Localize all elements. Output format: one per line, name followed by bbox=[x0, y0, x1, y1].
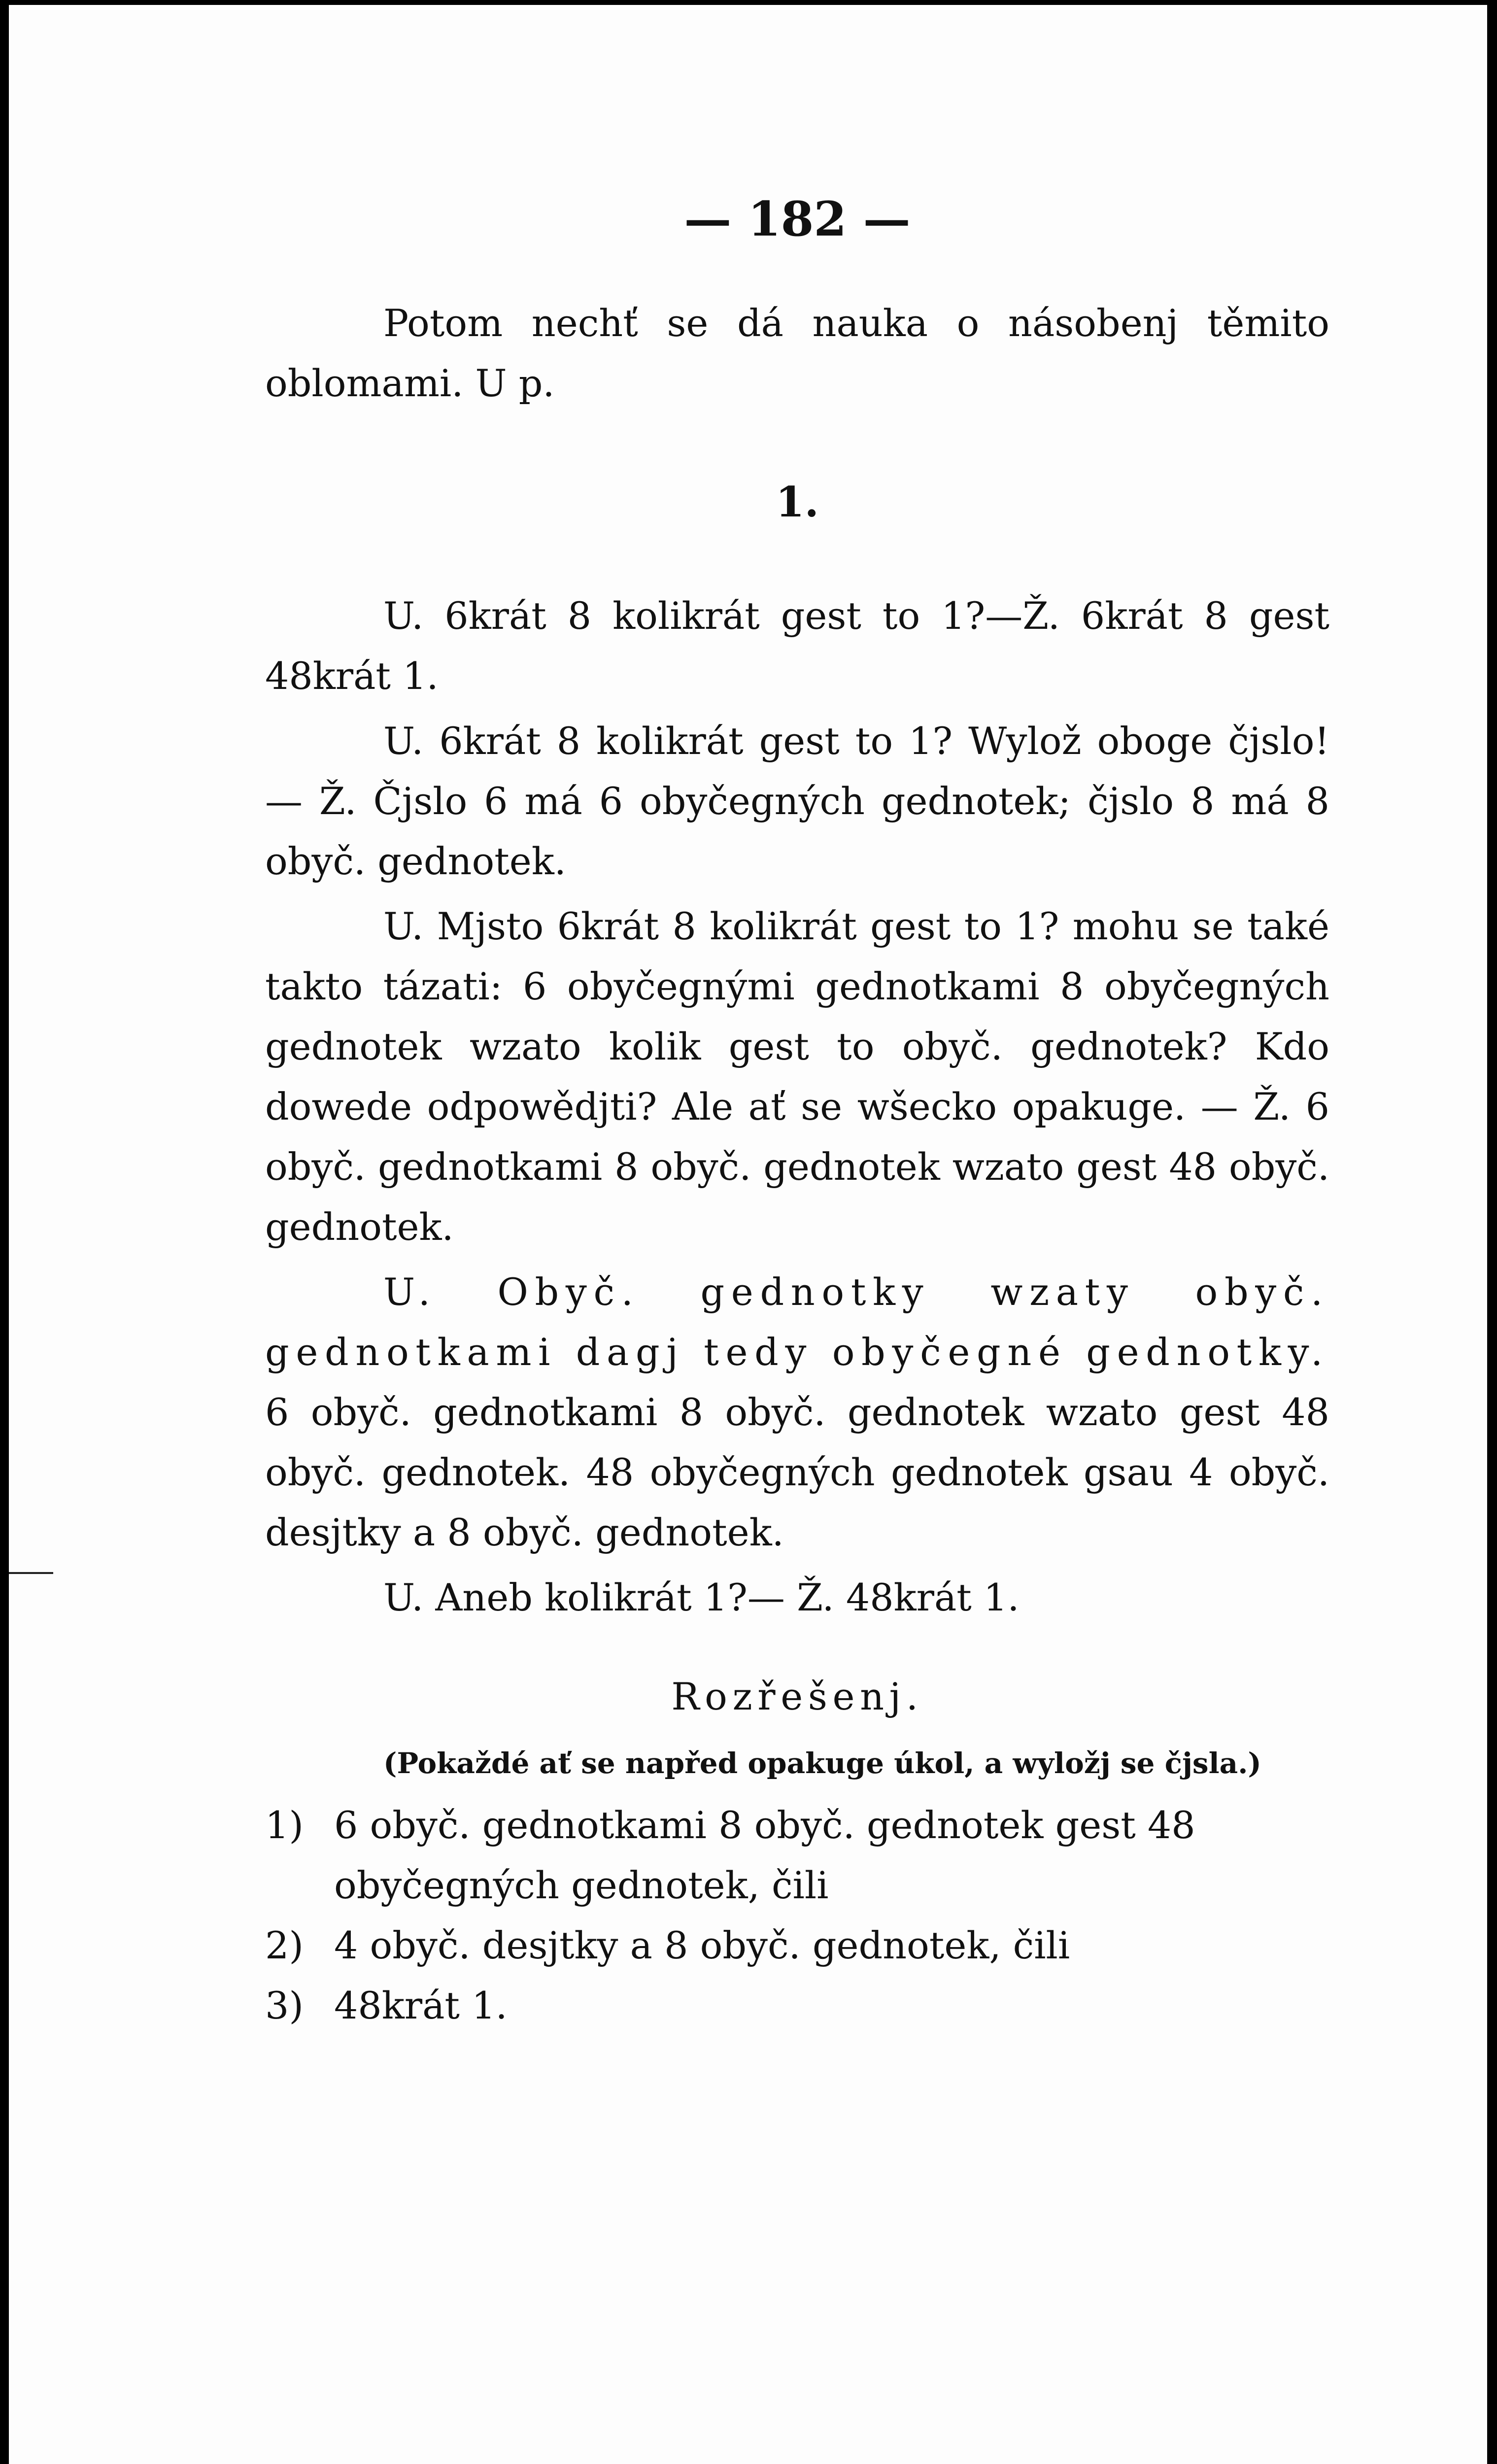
solution-number: 2) bbox=[265, 1923, 304, 1967]
paragraph-3: U. Mjsto 6krát 8 kolikrát gest to 1? mohu se také takto tázati: 6 obyčegnými gednotkami 8 obyčegných gednotek wzato kolik gest to obyč. gednotek? Kdo dowede odpowědjti? Ale ať se wšecko opakuge. — Ž. 6 obyč. gednotkami 8 obyč. gednotek wzato gest 48 obyč. gednotek. bbox=[265, 904, 1329, 1249]
paragraph-4-spaced: U. Obyč. gednotky wzaty obyč. gednotkami dagj tedy obyčegné gednotky. bbox=[265, 1270, 1329, 1374]
solution-text: 4 obyč. desjtky a 8 obyč. gednotek, čili bbox=[334, 1923, 1070, 1967]
solution-number: 1) bbox=[265, 1803, 304, 1847]
paragraph-4-rest: 6 obyč. gednotkami 8 obyč. gednotek wzato gest 48 obyč. gednotek. 48 obyčegných gednotek gsau 4 obyč. desjtky a 8 obyč. gednotek. bbox=[265, 1390, 1329, 1554]
solution-item bbox=[265, 1916, 1329, 1976]
page-text bbox=[265, 190, 1329, 2036]
section-number: 1. bbox=[776, 478, 819, 526]
paragraph-2: U. 6krát 8 kolikrát gest to 1? Wylož oboge čjslo!— Ž. Čjslo 6 má 6 obyčegných gednotek; čjslo 8 má 8 obyč. gednotek. bbox=[265, 719, 1329, 883]
solution-text: 6 obyč. gednotkami 8 obyč. gednotek gest 48 obyčegných gednotek, čili bbox=[334, 1803, 1195, 1907]
margin-mark bbox=[9, 1572, 53, 1574]
paragraph-1: U. 6krát 8 kolikrát gest to 1?—Ž. 6krát 8 gest 48krát 1. bbox=[265, 594, 1329, 698]
solution-item bbox=[265, 1976, 1329, 2036]
paragraph-5: U. Aneb kolikrát 1?— Ž. 48krát 1. bbox=[383, 1575, 1020, 1619]
paragraph-4 bbox=[265, 1262, 1329, 1563]
solution-item bbox=[265, 1795, 1329, 1916]
page-number: — 182 — bbox=[684, 191, 911, 247]
solution-heading: Rozřešenj. bbox=[671, 1675, 923, 1718]
solution-text: 48krát 1. bbox=[334, 1984, 508, 2027]
solution-number: 3) bbox=[265, 1984, 304, 2027]
intro-paragraph: Potom nechť se dá nauka o násobenj těmito oblomami. U p. bbox=[265, 301, 1329, 405]
book-page bbox=[9, 5, 1487, 2464]
solution-note: (Pokaždé ať se napřed opakuge úkol, a wyložj se čjsla.) bbox=[383, 1746, 1261, 1780]
